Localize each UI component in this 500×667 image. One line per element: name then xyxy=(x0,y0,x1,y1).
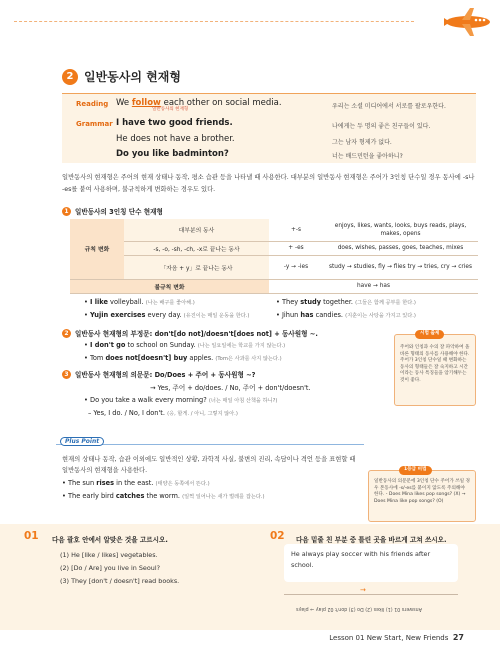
subsection-2-title: 일반동사 현재형의 부정문: don't[do not]/doesn't[does not] + 동사원형 ~. xyxy=(75,330,318,338)
flight-path-divider xyxy=(14,21,414,22)
reading-annotation: 일반동사의 현재형 xyxy=(152,107,189,112)
answer-line[interactable] xyxy=(284,594,458,595)
airplane-icon xyxy=(440,8,496,36)
plus-point-tag: Plus Point xyxy=(60,437,104,446)
question-example-2: – Yes, I do. / No, I don't. (응, 할게. / 아니, 그렇지 않아.) xyxy=(88,409,238,417)
subsection-2-heading xyxy=(62,328,318,338)
answers-upside-down: Answers 01 (1) likes (2) Do (3) don't 02 play → plays xyxy=(296,606,422,611)
intro-paragraph: 일반동사의 현재형은 주어의 현재 상태나 동작, 평소 습관 등을 나타낼 때 사용한다. 대부분의 일반동사 현재형은 주어가 3인칭 단수일 경우 동사에 -s나 -es를 붙여 사용하며, 불규칙하게 변화하는 경우도 있다. xyxy=(62,174,475,193)
example-bullet: • Yujin exercises every day. (유진이는 매일 운동을 한다.) xyxy=(84,311,250,319)
lesson-title: Lesson 01 New Start, New Friends xyxy=(329,634,449,642)
exercise-1-title: 다음 괄호 안에서 알맞은 것을 고르시오. xyxy=(52,536,168,544)
grammar-translation-1: 나에게는 두 명의 좋은 친구들이 있다. xyxy=(332,123,431,130)
exam-tip-tag: 시험 출제 xyxy=(415,330,444,339)
rule-cell: -s, -o, -sh, -ch, -x로 끝나는 동사 xyxy=(124,241,269,255)
subsection-1-title: 일반동사의 3인칭 단수 현재형 xyxy=(75,208,163,216)
page-footer xyxy=(329,633,464,642)
example-box xyxy=(62,93,476,163)
table-row xyxy=(70,279,478,293)
conjugation-table xyxy=(70,219,478,294)
category-regular: 규칙 변화 xyxy=(70,219,124,279)
negative-example-1: • I don't go to school on Sunday. (나는 일요일에는 학교를 가지 않는다.) xyxy=(84,341,286,349)
page-number: 27 xyxy=(452,633,464,642)
top-banner xyxy=(0,0,500,42)
reading-tag: Reading xyxy=(76,100,109,108)
subsection-1-number: 1 xyxy=(62,207,71,216)
subsection-3-number: 3 xyxy=(62,370,71,379)
suffix-cell: +-s xyxy=(269,219,323,241)
grammar-sentence-3: Do you like badminton? xyxy=(116,149,229,159)
question-example-1: • Do you take a walk every morning? (너는 매일 아침 산책을 하니?) xyxy=(84,396,278,404)
table-row xyxy=(70,255,478,279)
plus-point-example-2: • The early bird catches the worm. (일찍 일어나는 새가 벌레를 잡는다.) xyxy=(62,492,265,500)
category-irregular: 불규칙 변화 xyxy=(70,279,269,293)
irregular-example: have → has xyxy=(269,279,478,293)
exam-tip-text: 주어와 인칭과 수의 잘 파악하여 올바른 형태의 동사를 사용해야 한다. 주어가 3인칭 단수일 때 변화하는 동사의 형태들은 잘 숙지하고 시간 이라는 동사 특징들을 암기해두는 것이 좋다. xyxy=(400,345,470,383)
rule-cell: 대부분의 동사 xyxy=(124,219,269,241)
subsection-1-heading xyxy=(62,206,163,216)
table-row xyxy=(70,241,478,255)
exam-tip-box xyxy=(394,331,476,406)
exercise-1-item: (3) They [don't / doesn't] read books. xyxy=(60,577,180,585)
exercise-2-sentence-box: He always play soccer with his friends after school. xyxy=(284,544,458,582)
exercise-1-number: 01 xyxy=(24,530,39,542)
subsection-3-heading xyxy=(62,369,256,379)
subsection-3-title: 일반동사 현재형의 의문문: Do/Does + 주어 + 동사원형 ~? xyxy=(75,371,256,379)
exercise-2-number: 02 xyxy=(270,530,285,542)
reading-translation: 우리는 소셜 미디어에서 서로를 팔로우한다. xyxy=(332,103,446,110)
example-cell: enjoys, likes, wants, looks, buys reads, plays, makes, opens xyxy=(323,219,478,241)
answer-arrow: → xyxy=(360,586,366,594)
question-answer-form: → Yes, 주어 + do/does. / No, 주어 + don't/doesn't. xyxy=(150,384,311,392)
section-heading xyxy=(62,68,181,85)
suffix-cell: + -es xyxy=(269,241,323,255)
exercise-1-item: (1) He [like / likes] vegetables. xyxy=(60,551,158,559)
example-bullet: • I like volleyball. (나는 배구를 좋아해.) xyxy=(84,298,195,306)
grammar-tag: Grammar xyxy=(76,120,113,128)
exercise-2-title: 다음 밑줄 친 부분 중 틀린 곳을 바르게 고쳐 쓰시오. xyxy=(296,536,447,544)
example-cell: study → studies, fly → flies try → tries, cry → cries xyxy=(323,255,478,279)
negative-example-2: • Tom does not[doesn't] buy apples. (Tom은 사과를 사지 않는다.) xyxy=(84,354,282,362)
example-cell: does, wishes, passes, goes, teaches, mixes xyxy=(323,241,478,255)
example-bullet: • They study together. (그들은 함께 공부를 한다.) xyxy=(276,298,416,306)
grammar-sentence-1: I have two good friends. xyxy=(116,118,233,128)
exercise-1-item: (2) [Do / Are] you live in Seoul? xyxy=(60,564,160,572)
suffix-cell: -y → -ies xyxy=(269,255,323,279)
table-row xyxy=(70,219,478,241)
plus-point-box xyxy=(56,438,364,514)
section-title: 일반동사의 현재형 xyxy=(84,70,181,84)
reading-verb: follow xyxy=(131,98,161,108)
top-tip-box xyxy=(368,467,476,522)
rule-cell: 「자음 + y」로 끝나는 동사 xyxy=(124,255,269,279)
plus-point-example-1: • The sun rises in the east. (태양은 동쪽에서 뜬다.) xyxy=(62,479,210,487)
plus-point-text: 현재의 상태나 동작, 습관 이외에도 일반적인 상황, 과학적 사실, 불변의 진리, 속담이나 격언 등을 표현할 때 일반동사의 현재형을 사용한다. xyxy=(62,456,356,474)
section-number: 2 xyxy=(62,69,78,85)
top-tip-tag: 1등급 비법 xyxy=(399,466,432,475)
top-tip-text: 일반동사의 의문문에 3인칭 단수 주어가 쓰일 경우 본동사에 -s/-es를 붙이지 않도록 주의해야 한다. - Does Mina likes pop songs? (X) → Does Mina like pop songs? (O) xyxy=(374,479,470,504)
grammar-translation-2: 그는 남자 형제가 없다. xyxy=(332,139,392,146)
grammar-sentence-2: He does not have a brother. xyxy=(116,134,235,144)
example-bullet: • Jihun has candies. (지훈이는 사탕을 가지고 있다.) xyxy=(276,311,416,319)
subsection-2-number: 2 xyxy=(62,329,71,338)
grammar-translation-3: 너는 배드민턴을 좋아하니? xyxy=(332,153,403,160)
reading-sentence: We follow each other on social media. xyxy=(116,98,282,108)
